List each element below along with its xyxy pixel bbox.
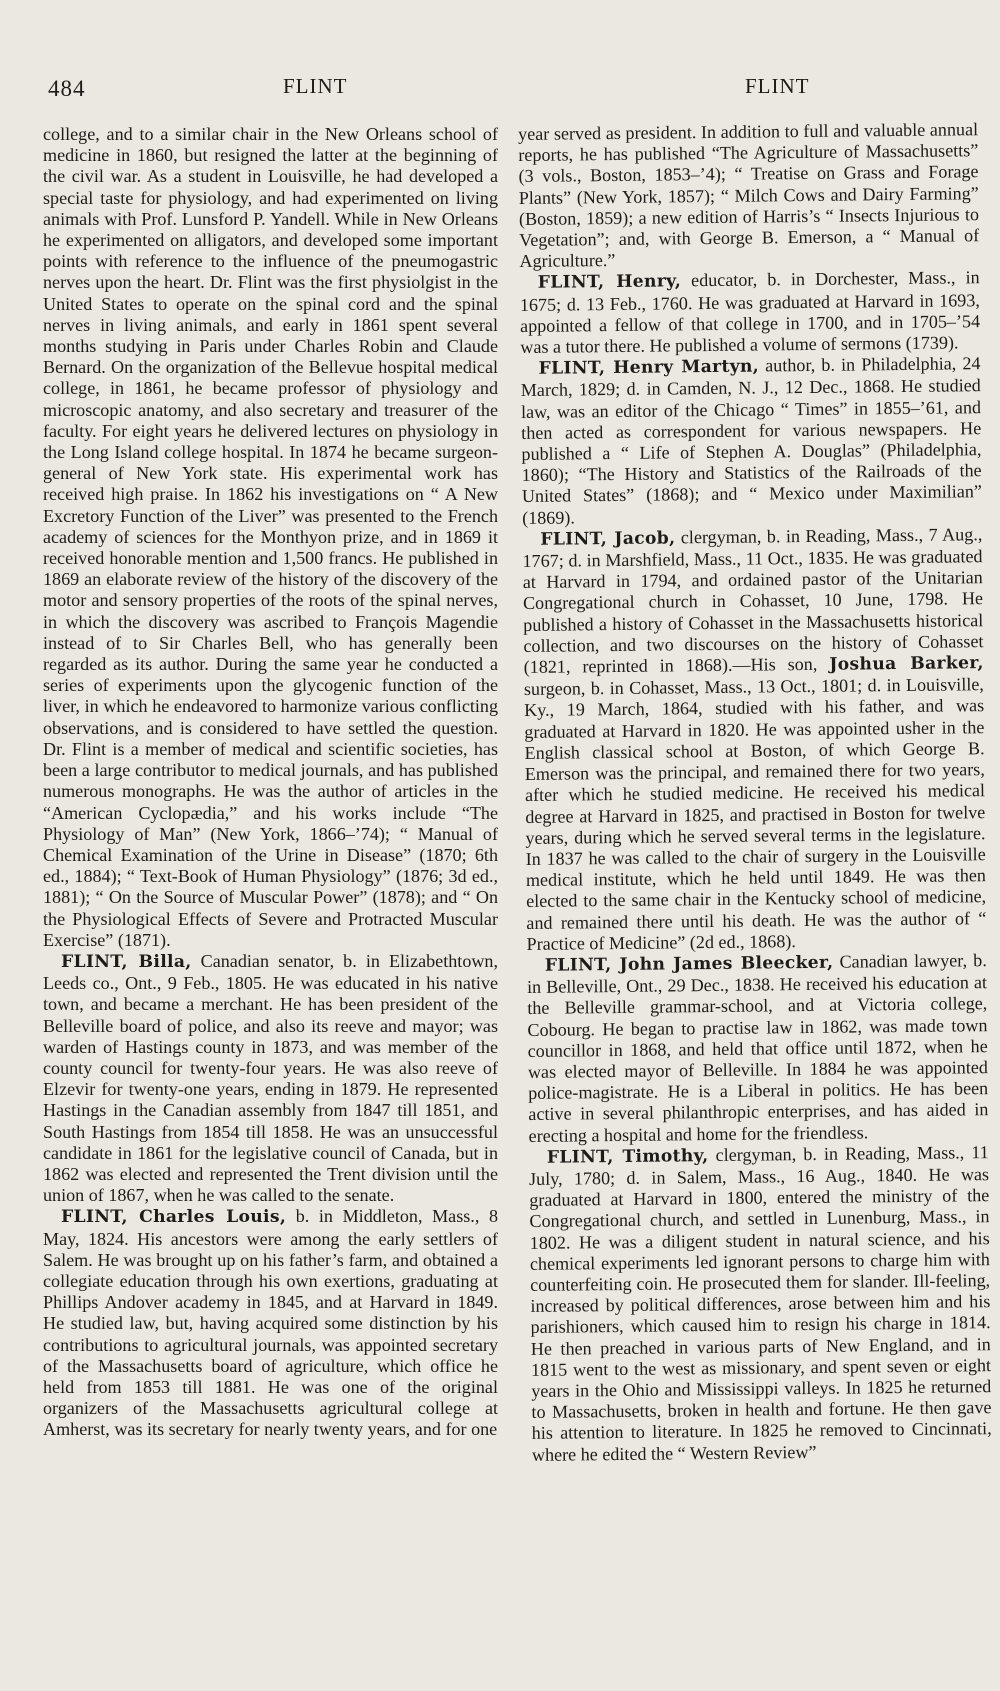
entry-flint-timothy (529, 1142, 992, 1466)
entry-subheadword: Joshua Barker, (829, 653, 984, 675)
entry-text: surgeon, b. in Cohasset, Mass., 13 Oct., 1801; d. in Louisville, Ky., 19 March, 1864, studied with his father, and was graduated at Harvard in 1820. He was appointed usher in the English classical school at Boston, of which George B. Emerson was the principal, and remained there for two years, after which he studied medicine. He received his medical degree at Harvard in 1825, and practised in Boston for twelve years, during which he served several terms in the legislature. In 1837 he was called to the chair of surgery in the Louisville medical institute, which he held until 1849. He was then elected to the same chair in the Kentucky school of medicine, and remained there until his death. He was the author of “ Practice of Medicine” (2d ed., 1868). (523, 674, 987, 954)
entry-headword: FLINT, Billa, (61, 951, 192, 972)
entry-flint-henry-martyn (520, 353, 982, 528)
running-head-left: FLINT (283, 74, 348, 98)
entry-flint-henry (520, 268, 981, 359)
entry-flint-jacob (522, 524, 986, 955)
left-column (43, 124, 498, 1664)
entry-text: Canadian senator, b. in Elizabethtown, Leeds co., Ont., 9 Feb., 1805. He was educated in his native town, and became a merchant. He has been president of the Belleville board of police, and also its reeve and mayor; was warden of Hastings county in 1873, and was member of the county council for twenty-four years. He was also reeve of Elzevir for twenty-one years, ending in 1879. He represented Hastings in the Canadian assembly from 1847 till 1851, and South Hastings from 1854 till 1858. He was an unsuccessful candidate in 1861 for the legislative council of Canada, but in 1862 was elected and represented the Trent division until the union of 1867, when he was called to the senate. (43, 950, 498, 1206)
entry-text: author, b. in Philadelphia, 24 March, 1829; d. in Camden, N. J., 12 Dec., 1868. He studied law, was an editor of the Chicago “ Times” in 1855–’61, and then acted as correspondent for various newspapers. He published a “ Life of Stephen A. Douglas” (Philadelphia, 1860); “The History and Statistics of the Railroads of the United States” (1868); and “ Mexico under Maximilian” (1869). (520, 353, 982, 528)
entry-headword: FLINT, Charles Louis, (61, 1207, 287, 1228)
entry-flint-billa (43, 951, 498, 1206)
continued-entry-text: college, and to a similar chair in the New Orleans school of medicine in 1860, but resigned the latter at the beginning of the civil war. As a student in Louisville, he had developed a special taste for physiology, and had experimented on living animals with Prof. Lunsford P. Yandell. While in New Orleans he experimented on alligators, and developed some important points with reference to the influence of the pneumogastric nerves upon the heart. Dr. Flint was the first physiolgist in the United States to operate on the spinal cord and the spinal nerves in living animals, and early in 1861 spent several months studying in Paris under Charles Robin and Claude Bernard. On the organization of the Bellevue hospital medical college, in 1861, he became professor of physiology and microscopic anatomy, and also secretary and treasurer of the faculty. For eight years he delivered lectures on physiology in the Long Island college hospital. In 1874 he became surgeon-general of New York state. His experimental work has received high praise. In 1862 his investigations on “ A New Excretory Function of the Liver” was presented to the French academy of sciences for the Monthyon prize, and in 1869 it received honorable mention and 1,500 francs. He published in 1869 an elaborate review of the history of the discovery of the motor and sensory properties of the roots of the spinal nerves, in which the discovery was ascribed to François Magendie instead of to Sir Charles Bell, who has generally been regarded as its author. During the same year he conducted a series of experiments upon the glycogenic function of the liver, in which he endeavored to harmonize various conflicting observations, and is considered to have settled the question. Dr. Flint is a member of medical and scientific societies, has been a large contributor to medical journals, and has published numerous monographs. He was the author of articles in the “American Cyclopædia,” and his works include “The Physiology of Man” (New York, 1866–’74); “ Manual of Chemical Examination of the Urine in Disease” (1870; 6th ed., 1884); “ Text-Book of Human Physiology” (1876; 3d ed., 1881); “ On the Source of Muscular Power” (1878); and “ On the Physiological Effects of Severe and Protracted Muscular Exercise” (1871). (43, 124, 498, 950)
page-number: 484 (48, 76, 86, 101)
page-header (40, 70, 960, 100)
entry-text: b. in Middleton, Mass., 8 May, 1824. His ancestors were among the early settlers of Salem. He was brought up on his father’s farm, and obtained a collegiate education through his own exertions, graduating at Phillips Andover academy in 1845, and at Harvard in 1849. He studied law, but, having acquired some distinction by his contributions to agricultural journals, was appointed secretary of the Massachusetts board of agriculture, which office he held from 1853 till 1881. He was one of the original organizers of the Massachusetts agricultural college at Amherst, was its secretary for nearly twenty years, and for one (43, 1206, 498, 1440)
entry-text: educator, b. in Dorchester, Mass., in 1675; d. 13 Feb., 1760. He was graduated at Harvard in 1693, appointed a fellow of that college in 1700, and in 1705–’54 was a tutor there. He published a volume of sermons (1739). (519, 267, 981, 358)
right-column (518, 119, 994, 1664)
entry-headword: FLINT, Timothy, (546, 1145, 709, 1168)
entry-text: clergyman, b. in Reading, Mass., 7 Aug., 1767; d. in Marshfield, Mass., 11 Oct., 1835. He was graduated at Harvard in 1794, and ordained pastor of the Unitarian Congregational church in Cohasset, 10 June, 1798. He published a history of Cohasset in the Massachusetts historical collection, and two discourses on the history of Cohasset (1821, reprinted in 1868).—His son, (522, 524, 984, 678)
entry-headword: FLINT, John James Bleecker, (544, 952, 834, 976)
entry-headword: FLINT, Jacob, (540, 528, 676, 550)
entry-text: clergyman, b. in Reading, Mass., 11 July, 1780; d. in Salem, Mass., 16 Aug., 1840. He was graduated at Harvard in 1800, entered the ministry of the Congregational church, and settled in Lunenburg, Mass., in 1802. He was a diligent student in natural science, and his chemical experiments led ignorant persons to charge him with counterfeiting coin. He prosecuted them for slander. Ill-feeling, increased by political differences, arose between him and his parishioners, which caused him to resign his charge in 1814. He then preached in various parts of New England, and in 1815 went to the west as missionary, and spent seven or eight years in the Ohio and Mississippi valleys. In 1825 he returned to Massachusetts, broken in health and fortune. He then gave his attention to literature. In 1825 he removed to Cincinnati, where he edited the “ Western Review” (528, 1141, 992, 1465)
entry-headword: FLINT, Henry, (537, 271, 682, 294)
running-head-right: FLINT (745, 74, 810, 98)
entry-flint-charles-louis (43, 1206, 498, 1440)
entry-headword: FLINT, Henry Martyn, (538, 356, 760, 380)
continued-entry-text: year served as president. In addition to full and valuable annual reports, he has published “The Agriculture of Massachusetts” (3 vols., Boston, 1853–’4); “ Treatise on Grass and Forage Plants” (New York, 1857); “ Milch Cows and Dairy Farming” (Boston, 1859); a new edition of Harris’s “ Insects Injurious to Vegetation”; and, with George B. Emerson, a “ Manual of Agriculture.” (518, 119, 980, 272)
entry-flint-john-james-bleecker (527, 950, 989, 1147)
entry-text: Canadian lawyer, b. in Belleville, Ont., 29 Dec., 1838. He received his education at the Belleville grammar-school, and at Victoria college, Cobourg. He began to practise law in 1862, was made town councillor in 1868, and held that office until 1872, when he was elected mayor of Belleville. In 1884 he was appointed police-magistrate. He is a Liberal in politics. He has been active in several philanthropic enterprises, and has aided in erecting a hospital and home for the friendless. (526, 950, 989, 1146)
